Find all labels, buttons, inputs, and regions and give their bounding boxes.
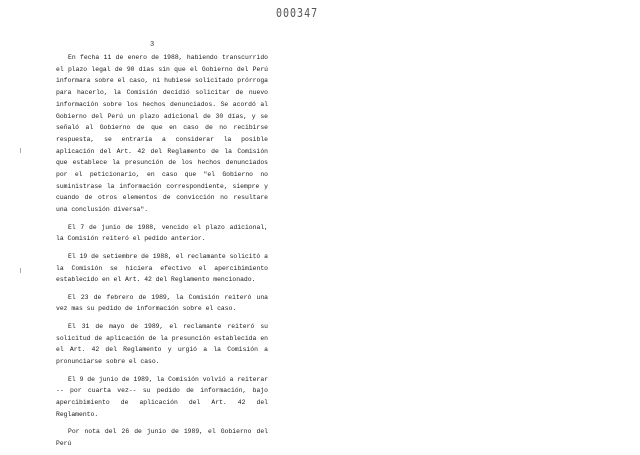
paragraph: El 9 de junio de 1989, la Comisión volvió a reiterar -- por cuarta vez-- su pedido de información, bajo apercibimiento de aplicación del Art. 42 del Reglamento. [56,375,268,418]
paragraph: Por nota del 26 de junio de 1989, el Gobierno del Perú [56,428,268,447]
paragraph: El 23 de febrero de 1989, la Comisión reiteró una vez mas su pedido de información sobre el caso. [56,293,268,313]
paragraph: El 19 de setiembre de 1988, el reclamante solicitó a la Comisión se hiciera efectivo el apercibimiento establecido en el Art. 42 del Reglamento mencionado. [56,252,268,284]
page-number: 3 [150,41,155,49]
margin-mark [20,268,21,273]
paragraph: En fecha 11 de enero de 1988, habiendo transcurrido el plazo legal de 90 días sin que el Gobierno del Perú informara sobre el caso, ni hubiese solicitado prórroga para hacerlo, la Comisión decidió solicitar de nuevo información sobre los hechos denunciados. Se acordó al Gobierno del Perú un plazo adicional de 30 días, y se señaló al Gobierno de que en caso de no recibirse respuesta, se entraría a considerar la posible aplicación del Art. 42 del Reglamento de la Comisión que establece la presunción de los hechos denunciados por el peticionario, en caso que "el Gobierno no suministrase la información correspondiente, siempre y cuando de otros elementos de convicción no resultare una conclusión diversa". [56,54,268,214]
document-stamp-number: 000347 [276,7,319,21]
paragraph: El 7 de junio de 1988, vencido el plazo adicional, la Comisión reiteró el pedido anterior. [56,223,268,243]
paragraph: El 31 de mayo de 1989, el reclamante reiteró su solicitud de aplicación de la presunción establecida en el Art. 42 del Reglamento y urgió a la Comisión a pronunciarse sobre el caso. [56,322,268,366]
margin-mark [20,148,21,153]
body-text [56,52,268,455]
